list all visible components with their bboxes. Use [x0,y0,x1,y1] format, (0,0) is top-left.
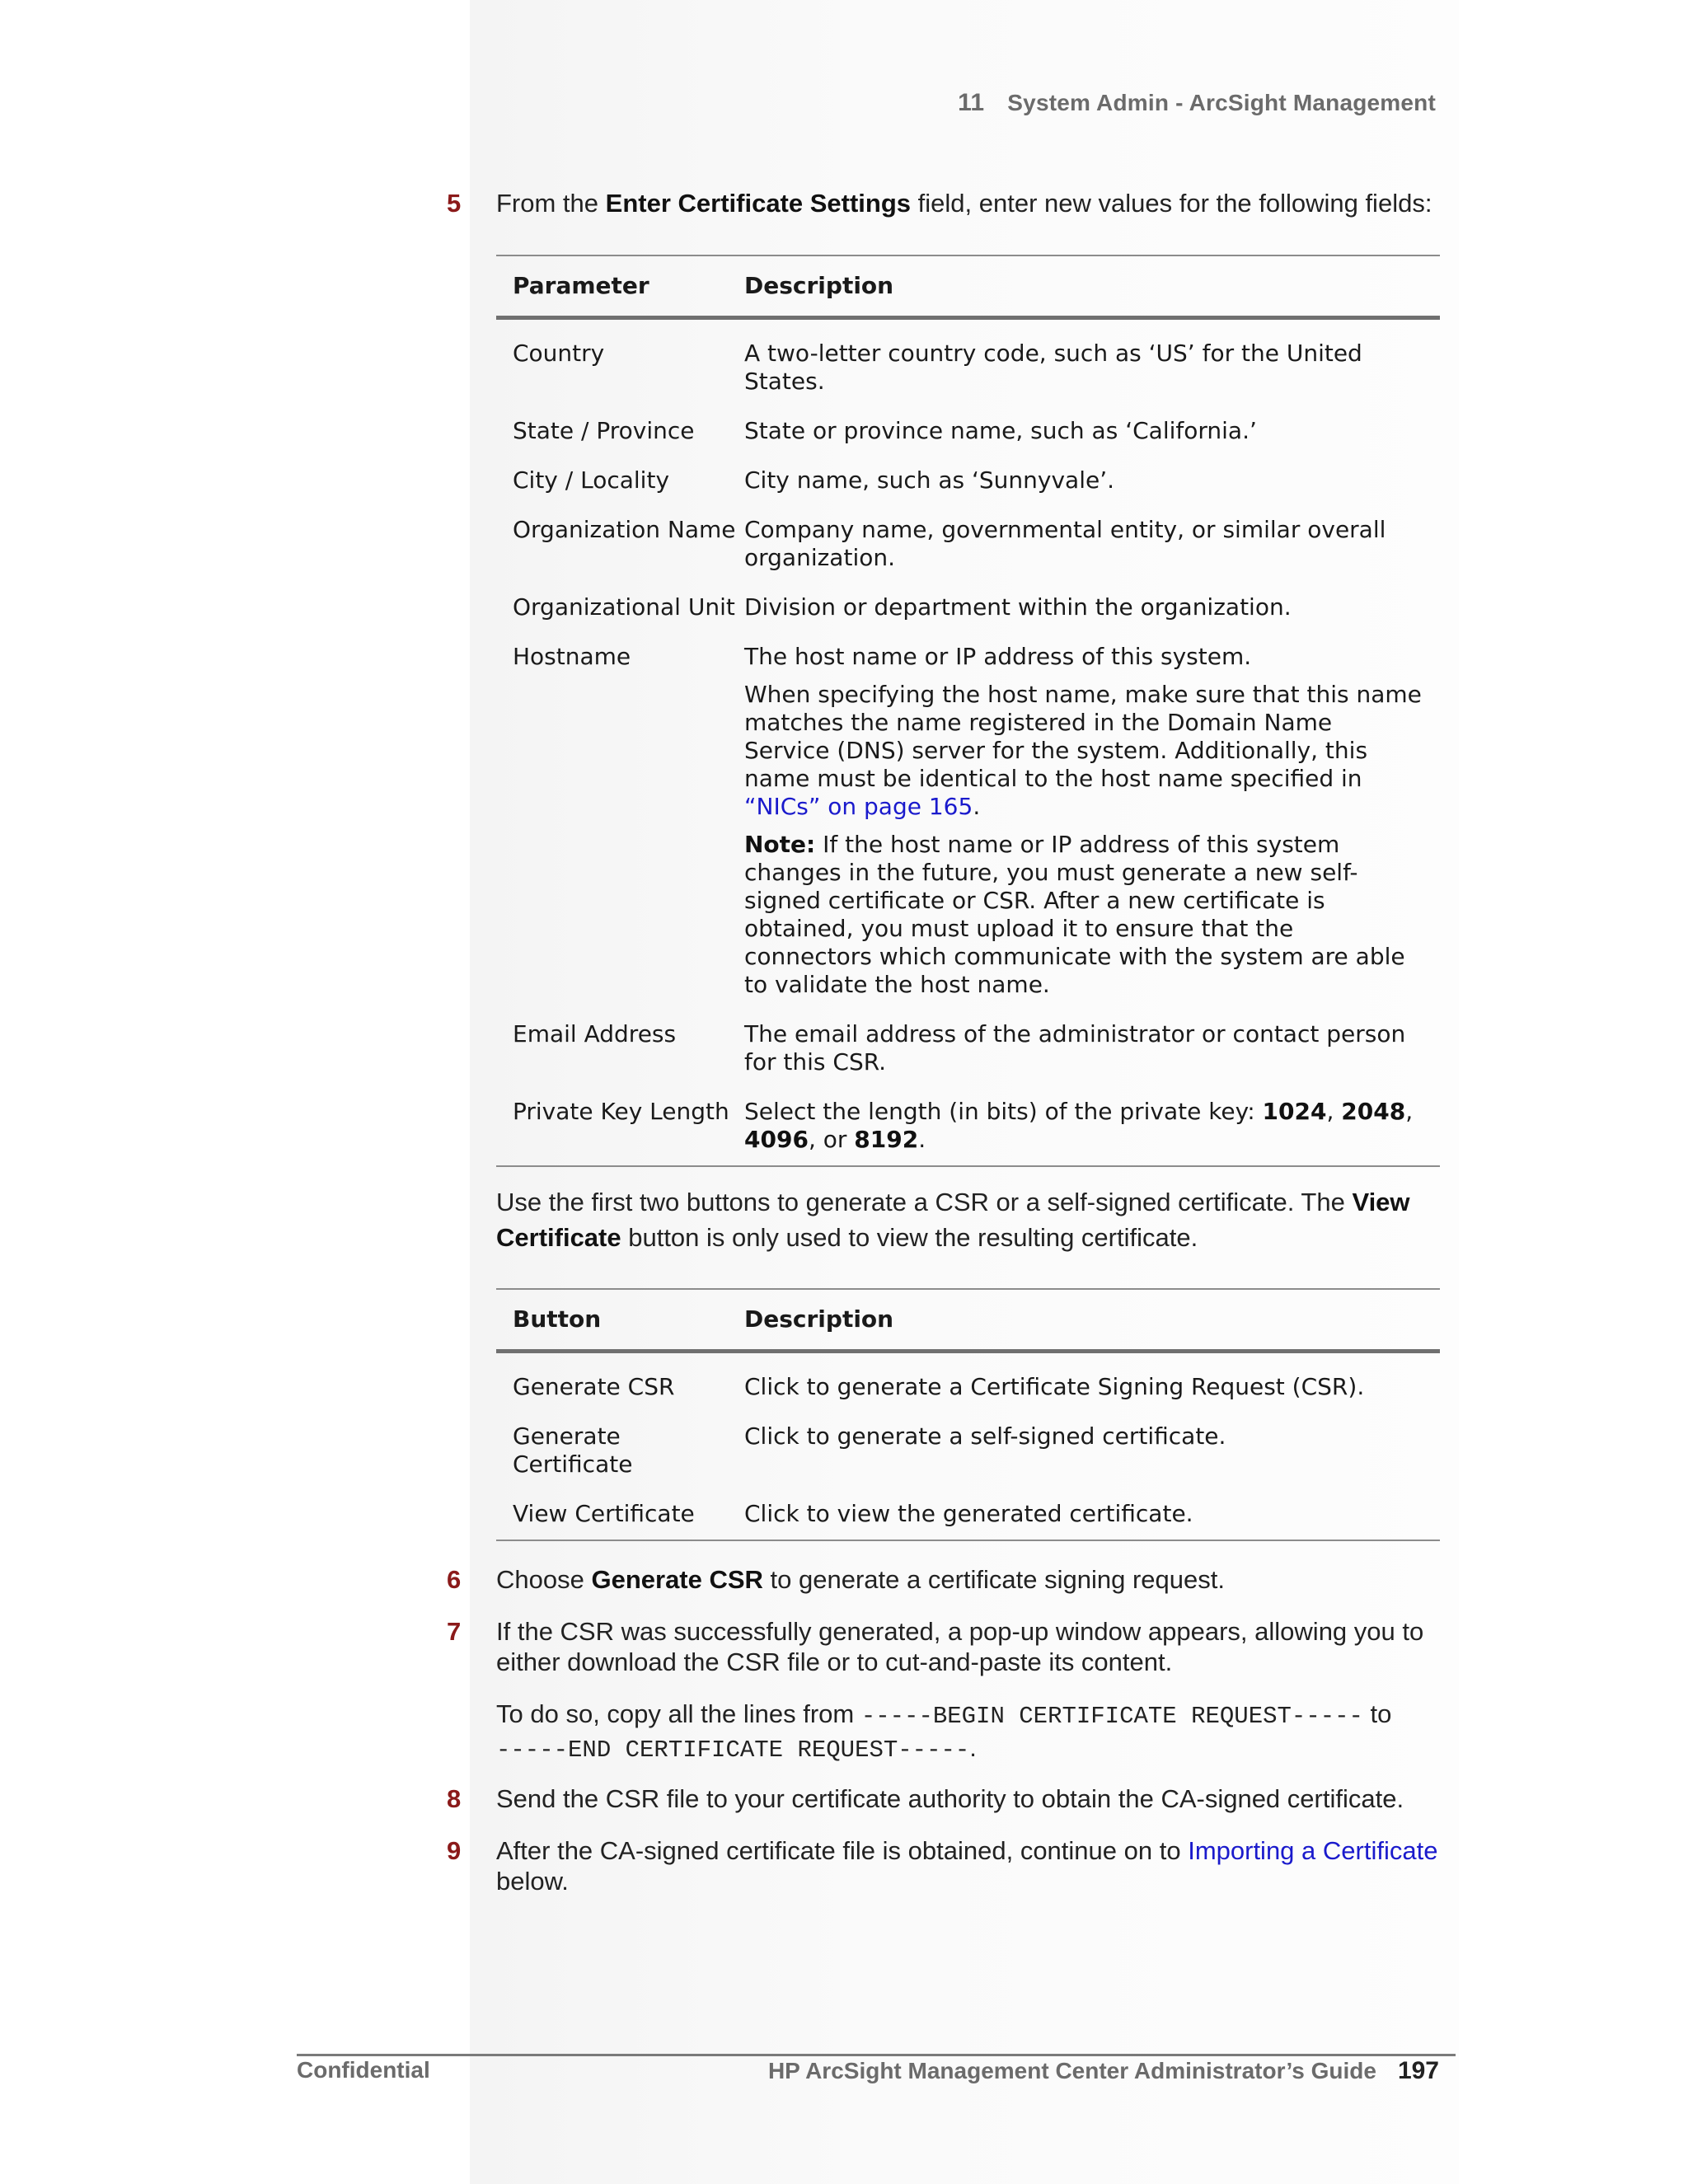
parameter-table [496,255,1440,1167]
page-number: 197 [1397,2057,1439,2084]
copy-text: to [1362,1699,1392,1728]
table-header-row [496,256,1440,316]
hostname-desc-text: When specifying the host name, make sure that this name matches the name registered in the Domain Name Service (DNS) server for the system. Additionally, this name must be identical to the host name specified in [744,681,1422,792]
begin-marker: -----BEGIN CERTIFICATE REQUEST----- [860,1703,1363,1730]
step-number: 6 [447,1565,462,1594]
step-text: If the CSR was successfully generated, a pop-up window appears, allowing you to either download the CSR file or to cut-and-paste its content. [496,1617,1424,1676]
key-length-text: Select the length (in bits) of the private key: [744,1098,1263,1125]
punctuation: . [918,1126,926,1153]
desc-org-name: Company name, governmental entity, or similar overall organization. [744,516,1386,571]
step-text-part: After the CA-signed certificate file is obtained, continue on to [496,1836,1189,1865]
param-org-name: Organization Name [513,516,736,543]
param-email: Email Address [513,1020,677,1047]
desc-country: A two-letter country code, such as ‘US’ for the United States. [744,340,1362,395]
note-text: If the host name or IP address of this system changes in the future, you must generate a new self-signed certificate or CSR. After a new certificate is obtained, you must upload it to ensure that the connectors which communicate with the system are able to validate the host name. [744,831,1405,998]
table-header-row [496,1290,1440,1349]
intro-text: Use the first two buttons to generate a CSR or a self-signed certificate. The [496,1188,1353,1216]
separator: , [1326,1098,1342,1125]
step-text-part: to generate a certificate signing request. [762,1565,1225,1594]
table-row [496,1422,1440,1479]
table-row [496,593,1440,621]
generate-csr-bold: Generate CSR [591,1565,763,1594]
desc-city: City name, such as ‘Sunnyvale’. [744,466,1115,494]
desc-generate-csr: Click to generate a Certificate Signing Request (CSR). [744,1373,1365,1400]
table-row [496,1500,1440,1528]
copy-text: To do so, copy all the lines from [496,1699,861,1728]
key-4096: 4096 [744,1126,809,1153]
view-certificate-bold: View Certificate [496,1188,1410,1252]
step-number: 7 [447,1617,462,1646]
desc-key-length [744,1098,1440,1154]
table-row [496,1373,1440,1401]
chapter-title: System Admin - ArcSight Management [1007,90,1436,115]
table-row [496,417,1440,445]
step-text: Send the CSR file to your certificate authority to obtain the CA-signed certificate. [496,1784,1404,1813]
end-marker: -----END CERTIFICATE REQUEST----- [496,1736,970,1764]
param-state: State / Province [513,417,695,444]
footer-confidential: Confidential [297,2057,430,2083]
header-parameter: Parameter [513,272,649,299]
table-rule [496,1165,1440,1167]
hostname-desc-line: The host name or IP address of this system. [744,643,1252,670]
button-table [496,1288,1440,1541]
table-row [496,1020,1440,1076]
buttons-intro [496,1184,1441,1255]
step-number: 9 [447,1836,462,1865]
table-header-rule [496,316,1440,320]
param-country: Country [513,340,605,367]
button-generate-certificate: Generate Certificate [513,1422,633,1478]
header-button: Button [513,1305,602,1333]
chapter-number: 11 [958,89,985,116]
header-description: Description [744,1305,894,1333]
desc-org-unit: Division or department within the organization. [744,593,1292,621]
step-text [496,188,1442,218]
key-2048: 2048 [1341,1098,1406,1125]
separator: , or [808,1126,855,1153]
key-8192: 8192 [854,1126,919,1153]
desc-email: The email address of the administrator or contact person for this CSR. [744,1020,1406,1076]
header-description: Description [744,272,894,299]
param-city: City / Locality [513,466,670,494]
footer-rule [297,2054,1456,2056]
step-7-copy-instructions [496,1699,1441,1766]
field-name-bold: Enter Certificate Settings [605,189,912,218]
table-header-rule [496,1349,1440,1353]
punctuation: . [973,793,981,820]
table-row [496,516,1440,572]
running-header [958,89,1436,117]
step-text [496,1564,1442,1595]
step-text-part: field, enter new values for the following fields: [911,189,1432,218]
table-row [496,1098,1440,1154]
key-1024: 1024 [1262,1098,1327,1125]
hostname-note [744,831,1423,999]
step-text-part: Choose [496,1565,592,1594]
param-hostname: Hostname [513,643,631,670]
button-generate-csr: Generate CSR [513,1373,675,1400]
guide-title: HP ArcSight Management Center Administrator’s Guide [767,2058,1376,2083]
footer-guide-title [768,2057,1439,2085]
table-row [496,466,1440,494]
desc-view-certificate: Click to view the generated certificate. [744,1500,1193,1527]
button-view-certificate: View Certificate [513,1500,695,1527]
param-org-unit: Organizational Unit [513,593,735,621]
table-rule [496,1540,1440,1541]
intro-text: button is only used to view the resulting certificate. [621,1223,1198,1252]
table-row [496,340,1440,396]
step-number: 8 [447,1784,462,1813]
nics-link[interactable]: “NICs” on page 165 [744,793,973,820]
param-key-length: Private Key Length [513,1098,729,1125]
step-number: 5 [447,189,462,218]
step-text-part: below. [496,1867,569,1896]
note-label: Note: [744,831,816,858]
step-text-part: From the [496,189,606,218]
desc-generate-certificate: Click to generate a self-signed certificate. [744,1422,1226,1450]
table-row [496,643,1440,999]
desc-state: State or province name, such as ‘California.’ [744,417,1257,444]
desc-hostname [744,643,1440,999]
punctuation: . [969,1733,977,1762]
step-text [496,1835,1442,1896]
importing-certificate-link[interactable]: Importing a Certificate [1188,1836,1438,1865]
hostname-desc-paragraph [744,681,1423,821]
separator: , [1405,1098,1414,1125]
